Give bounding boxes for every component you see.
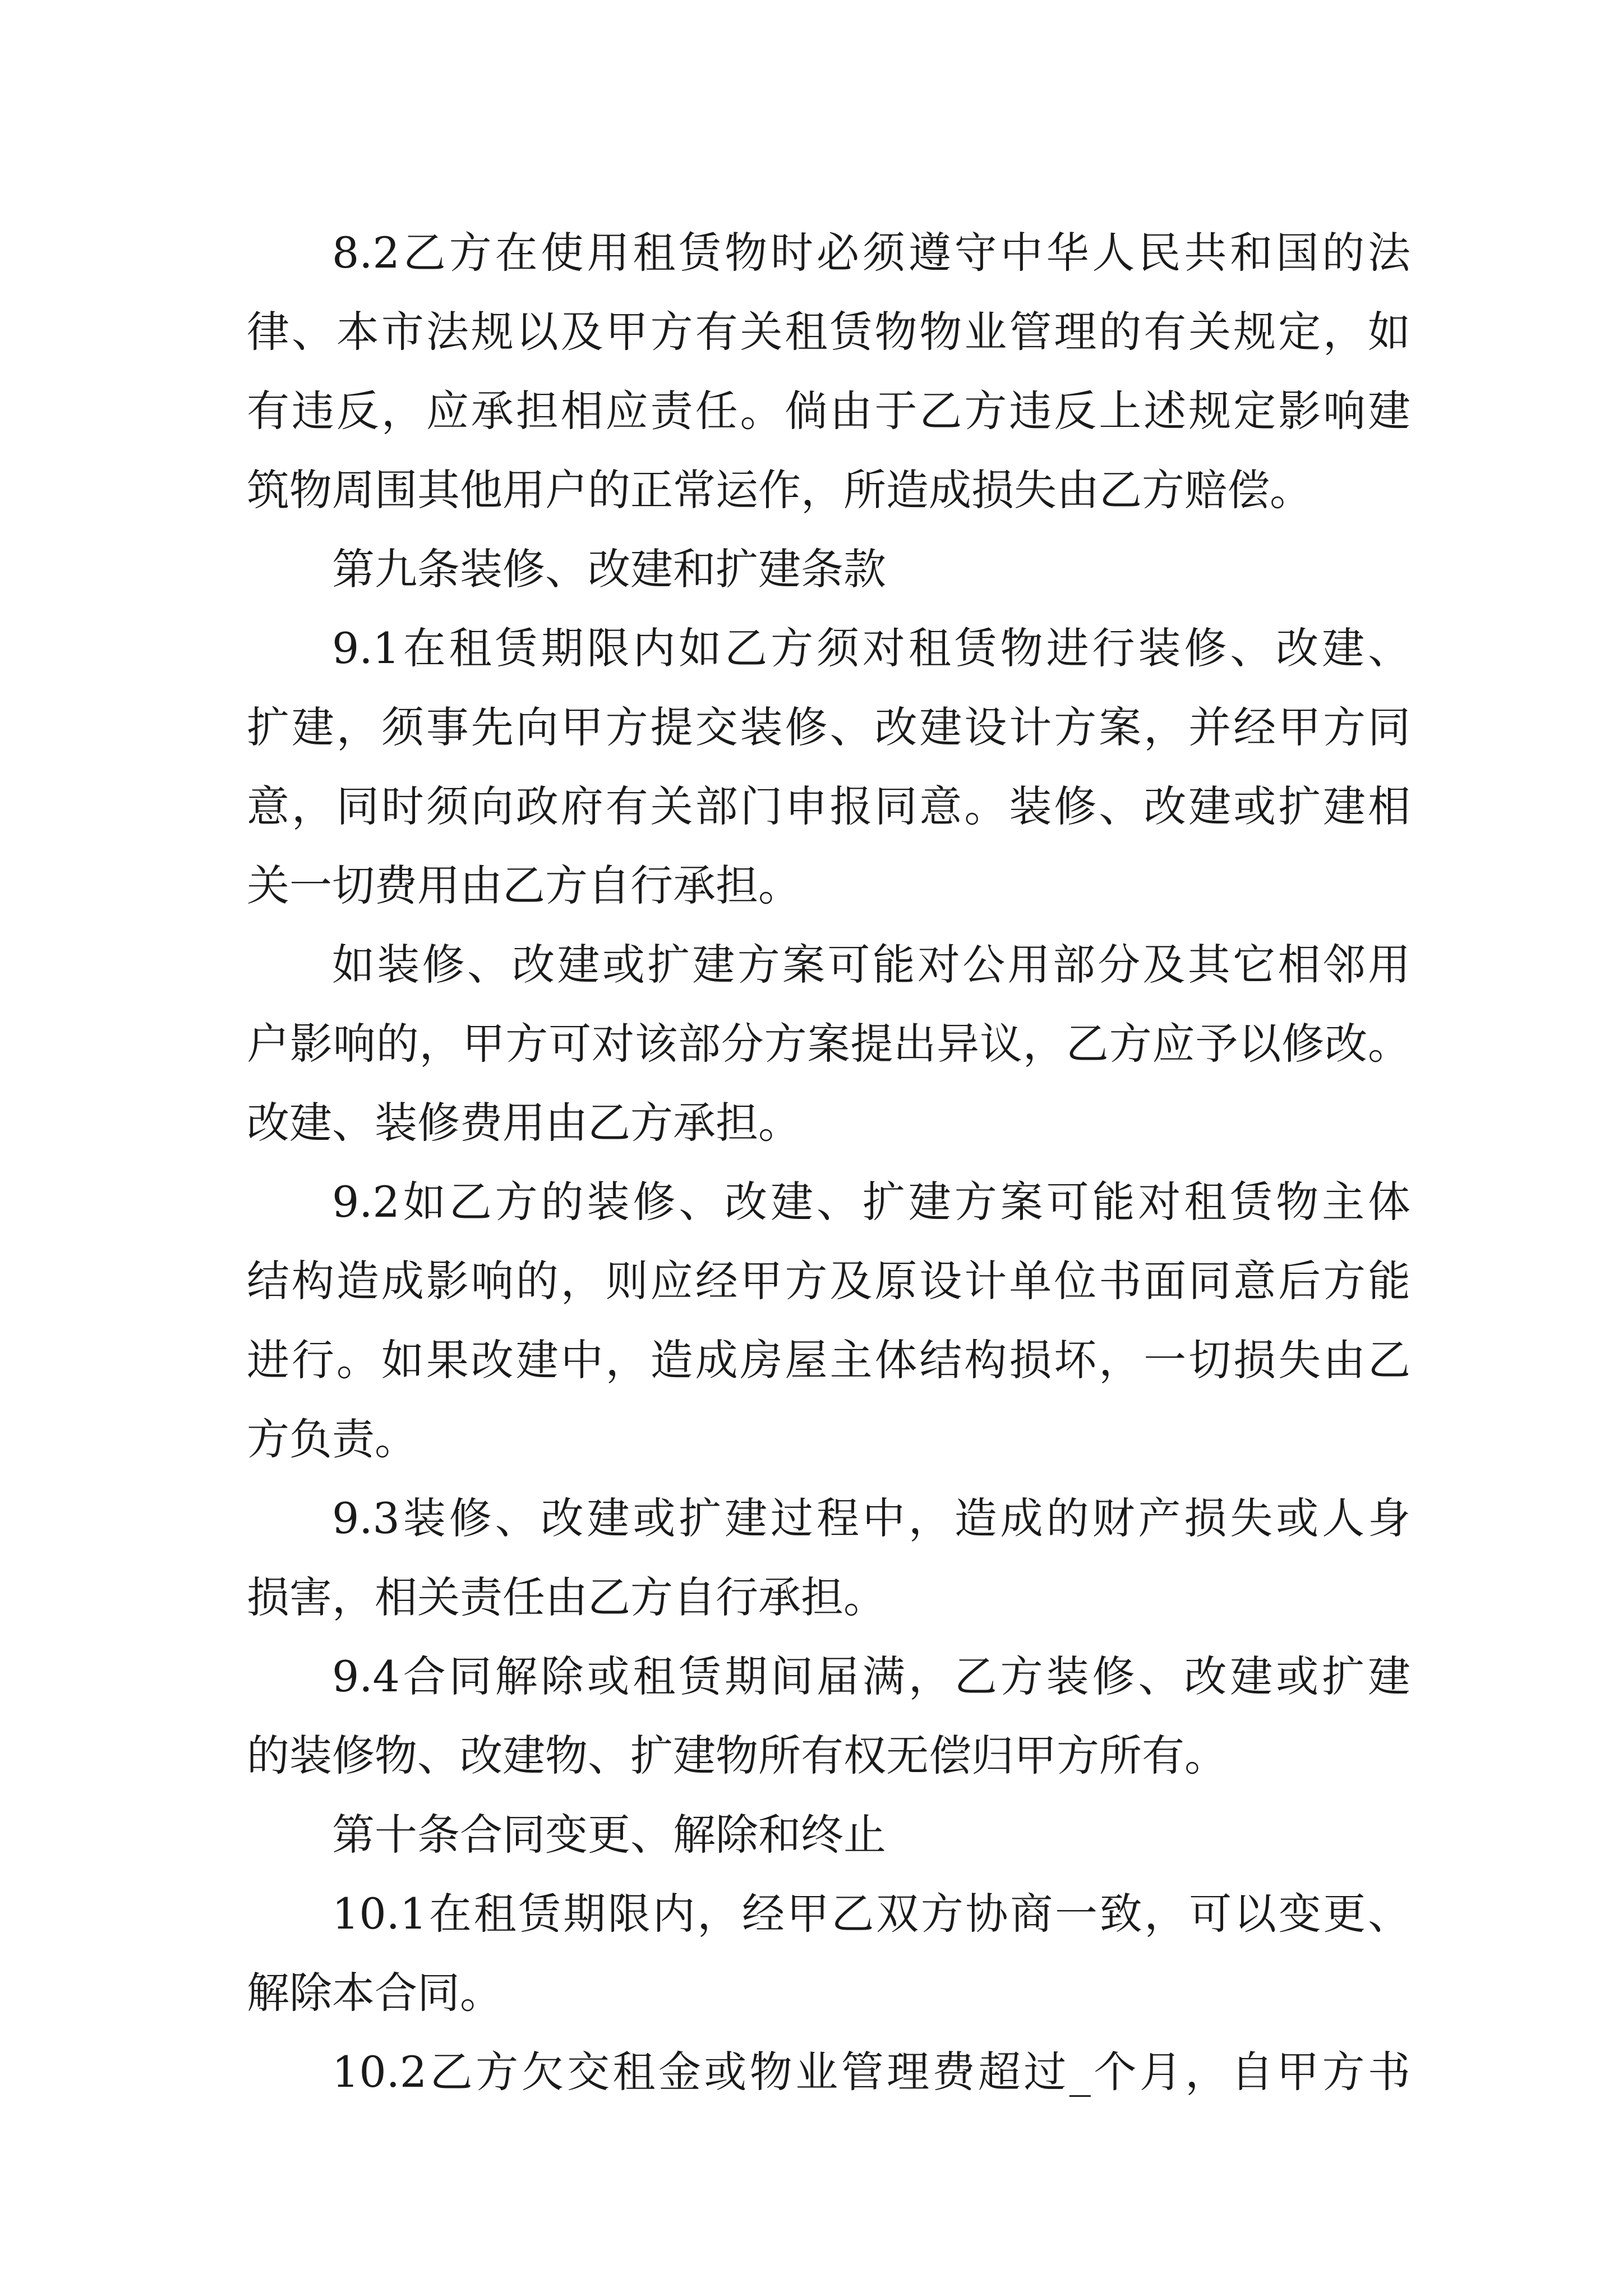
document-body [247,213,1410,2111]
text-line: 10.2乙方欠交租金或物业管理费超过_个月，自甲方书 [332,2047,1410,2097]
text-line: 关一切费用由乙方自行承担。 [247,861,801,910]
text-line: 扩建，须事先向甲方提交装修、改建设计方案，并经甲方同 [247,702,1410,752]
text-line: 如装修、改建或扩建方案可能对公用部分及其它相邻用 [332,940,1410,990]
text-line: 改建、装修费用由乙方承担。 [247,1098,801,1148]
text-line: 律、本市法规以及甲方有关租赁物物业管理的有关规定，如 [247,307,1410,357]
section-heading: 第九条装修、改建和扩建条款 [332,544,886,594]
text-line: 9.4合同解除或租赁期间届满，乙方装修、改建或扩建 [332,1651,1410,1701]
text-line: 结构造成影响的，则应经甲方及原设计单位书面同意后方能 [247,1256,1410,1306]
text-line: 损害，相关责任由乙方自行承担。 [247,1572,886,1622]
text-line: 8.2乙方在使用租赁物时必须遵守中华人民共和国的法 [332,228,1410,278]
text-line: 的装修物、改建物、扩建物所有权无偿归甲方所有。 [247,1731,1227,1780]
text-line: 9.2如乙方的装修、改建、扩建方案可能对租赁物主体 [332,1177,1410,1227]
text-line: 有违反，应承担相应责任。倘由于乙方违反上述规定影响建 [247,386,1410,436]
text-line: 筑物周围其他用户的正常运作，所造成损失由乙方赔偿。 [247,465,1312,515]
text-line: 解除本合同。 [247,1968,502,2018]
text-line: 方负责。 [247,1414,417,1464]
text-line: 10.1在租赁期限内，经甲乙双方协商一致，可以变更、 [332,1889,1410,1939]
text-line: 9.1在租赁期限内如乙方须对租赁物进行装修、改建、 [332,623,1410,673]
text-line: 进行。如果改建中，造成房屋主体结构损坏，一切损失由乙 [247,1335,1410,1385]
text-line: 意，同时须向政府有关部门申报同意。装修、改建或扩建相 [247,781,1410,831]
text-line: 户影响的，甲方可对该部分方案提出异议，乙方应予以修改。 [247,1019,1410,1069]
text-line: 9.3装修、改建或扩建过程中，造成的财产损失或人身 [332,1493,1410,1543]
section-heading: 第十条合同变更、解除和终止 [332,1810,886,1860]
